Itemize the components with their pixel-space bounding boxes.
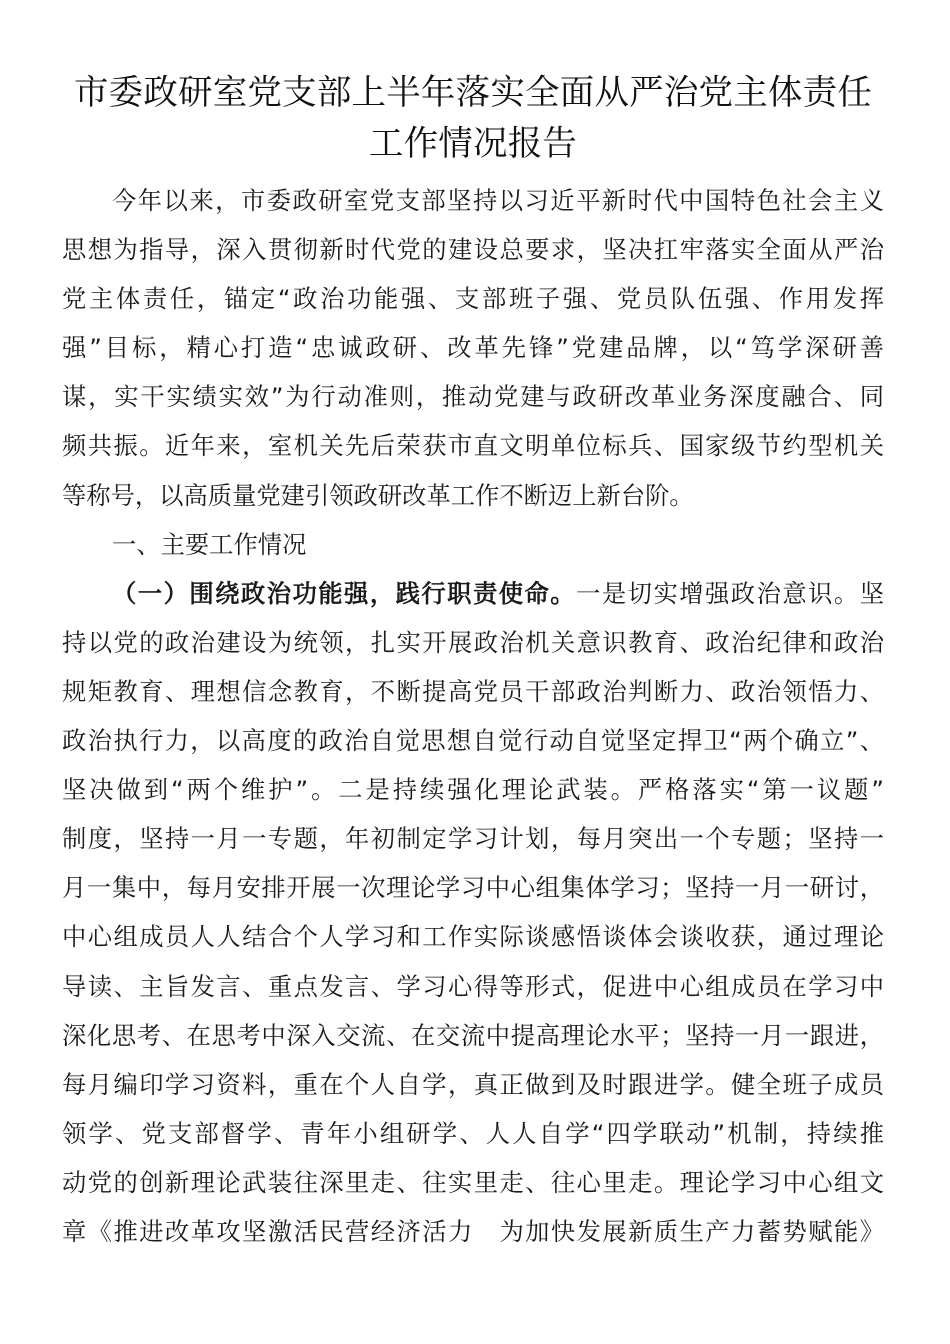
- paragraph-line: 导读、主旨发言、重点发言、学习心得等形式，促进中心组成员在学习中: [62, 971, 884, 1001]
- paragraph-line: 每月编印学习资料，重在个人自学，真正做到及时跟进学。健全班子成员: [62, 1069, 884, 1099]
- document-body: [62, 176, 884, 1256]
- paragraph-line: 谋，实干实绩实效”为行动准则，推动党建与政研改革业务深度融合、同: [62, 382, 884, 412]
- paragraph-line: 思想为指导，深入贯彻新时代党的建设总要求，坚决扛牢落实全面从严治: [62, 235, 884, 265]
- paragraph-line: 制度，坚持一月一专题，年初制定学习计划，每月突出一个专题；坚持一: [62, 824, 884, 854]
- paragraph-line: 党主体责任，锚定“政治功能强、支部班子强、党员队伍强、作用发挥: [62, 284, 884, 314]
- paragraph-line: 规矩教育、理想信念教育，不断提高党员干部政治判断力、政治领悟力、: [62, 676, 884, 706]
- paragraph-line: 动党的创新理论武装往深里走、往实里走、往心里走。理论学习中心组文: [62, 1167, 884, 1197]
- paragraph-line: 章《推进改革攻坚激活民营经济活力 为加快发展新质生产力蓄势赋能》: [62, 1216, 884, 1246]
- paragraph-line: 等称号，以高质量党建引领政研改革工作不断迈上新台阶。: [62, 480, 694, 510]
- title-line-1: 市委政研室党支部上半年落实全面从严治党主体责任: [73, 73, 873, 113]
- subsection-heading: （一）围绕政治功能强，践行职责使命。: [112, 578, 577, 608]
- paragraph-line: 中心组成员人人结合个人学习和工作实际谈感悟谈体会谈收获，通过理论: [62, 922, 884, 952]
- document-title: [62, 68, 884, 170]
- paragraph-line: 领学、党支部督学、青年小组研学、人人自学“四学联动”机制，持续推: [62, 1118, 884, 1148]
- paragraph-line: 频共振。近年来，室机关先后荣获市直文明单位标兵、国家级节约型机关: [62, 431, 884, 461]
- paragraph-line: 强”目标，精心打造“忠诚政研、改革先锋”党建品牌，以“笃学深研善: [62, 333, 884, 363]
- subsection-first-line: [62, 569, 884, 618]
- subsection-first-line-text: 一是切实增强政治意识。坚: [576, 578, 884, 608]
- paragraph-line: 政治执行力，以高度的政治自觉思想自觉行动自觉坚定捍卫“两个确立”、: [62, 726, 884, 756]
- section-heading: 一、主要工作情况: [112, 529, 307, 559]
- paragraph-line: 月一集中，每月安排开展一次理论学习中心组集体学习；坚持一月一研讨，: [62, 873, 884, 903]
- paragraph-line: 坚决做到“两个维护”。二是持续强化理论武装。严格落实“第一议题”: [62, 775, 884, 805]
- paragraph-line: 今年以来，市委政研室党支部坚持以习近平新时代中国特色社会主义: [112, 186, 884, 215]
- paragraph-line: 深化思考、在思考中深入交流、在交流中提高理论水平；坚持一月一跟进，: [62, 1020, 884, 1050]
- title-line-2: 工作情况报告: [368, 124, 578, 164]
- paragraph-line: 持以党的政治建设为统领，扎实开展政治机关意识教育、政治纪律和政治: [62, 627, 884, 657]
